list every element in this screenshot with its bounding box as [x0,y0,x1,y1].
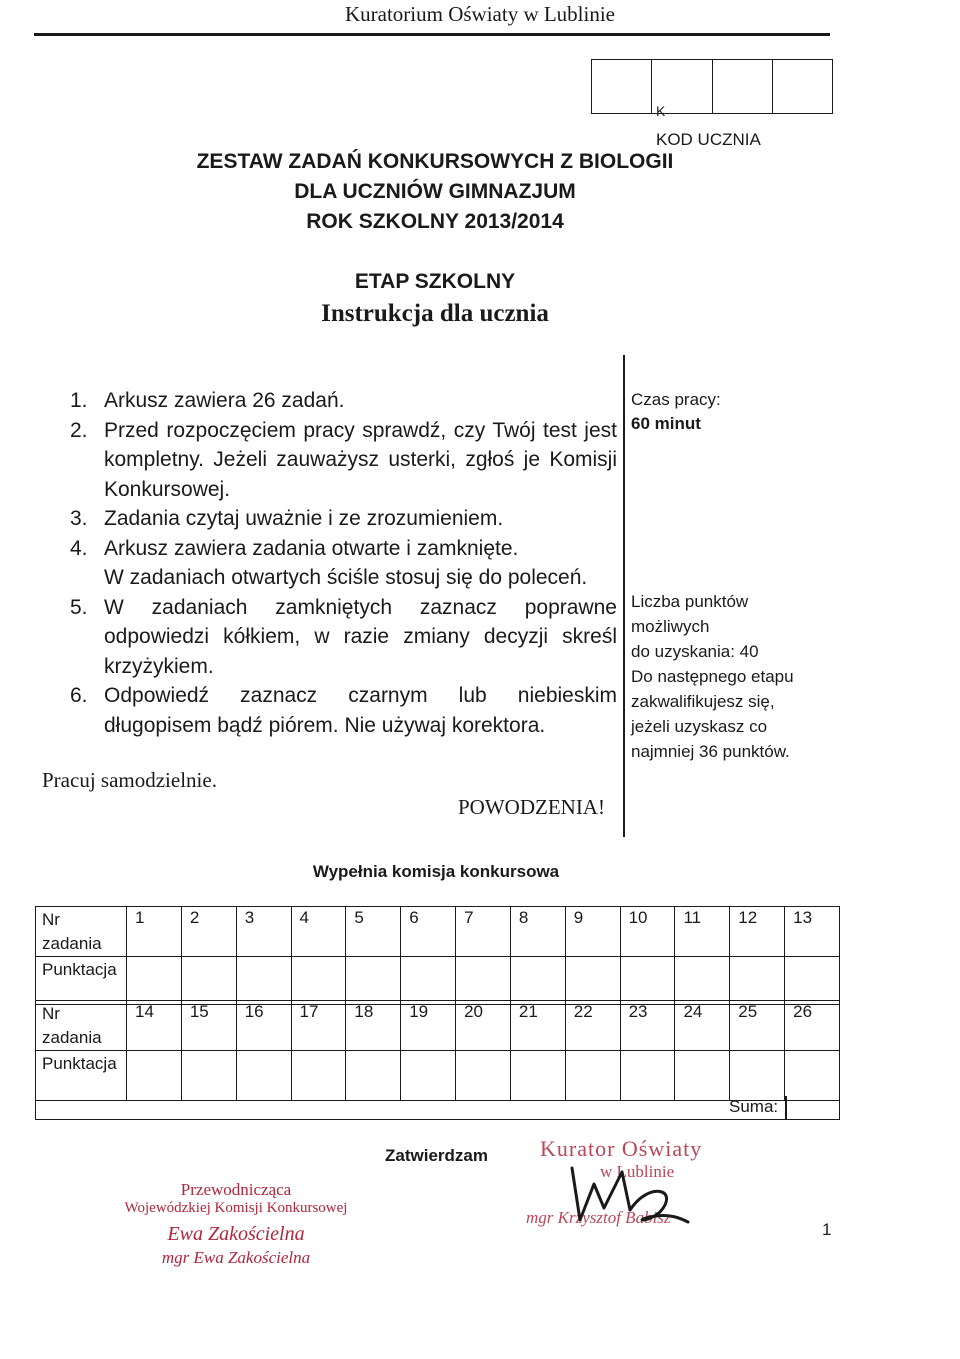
points-cell[interactable] [565,1051,620,1101]
task-number: 4 [291,907,346,957]
instruction-item: 1. Arkusz zawiera 26 zadań. [70,389,345,412]
points-cell[interactable] [181,957,236,1005]
stamp-title: Kurator Oświaty [540,1136,703,1161]
points-cell[interactable] [346,957,401,1005]
task-number-row [36,907,840,957]
handwritten-signature: Ewa Zakościelna [167,1223,305,1245]
points-cell[interactable] [456,1051,511,1101]
task-number: 26 [785,1001,840,1051]
points-cell[interactable] [291,1051,346,1101]
points-cell[interactable] [620,1051,675,1101]
task-number: 20 [456,1001,511,1051]
time-info [631,388,721,436]
points-cell[interactable] [510,1051,565,1101]
score-table-2 [35,1000,840,1101]
time-value: 60 minut [631,414,701,433]
task-number: 1 [127,907,182,957]
instruction-item: 6. Odpowiedź zaznacz czarnym lub niebieskim długopisem bądź piórem. Nie używaj korektora. [70,684,617,737]
student-code-boxes[interactable] [591,59,833,114]
good-luck-note: POWODZENIA! [458,795,605,819]
task-number: 19 [401,1001,456,1051]
code-mark: K [656,103,666,119]
page-number: 1 [822,1220,832,1239]
curator-signature-icon [560,1150,710,1230]
points-line: zakwalifikujesz się, [631,692,775,711]
points-line: jeżeli uzyskasz co [631,717,768,736]
stage-title: ETAP SZKOLNY [354,270,516,293]
points-cell[interactable] [730,1051,785,1101]
points-cell[interactable] [785,1051,840,1101]
task-number: 5 [346,907,401,957]
stamp-name: mgr Ewa Zakościelna [161,1248,311,1267]
code-box[interactable] [713,60,773,113]
instruction-item: W zadaniach otwartych ściśle stosuj się do poleceń. [104,566,588,589]
task-number: 13 [785,907,840,957]
student-code-label: KOD UCZNIA [656,130,761,149]
points-cell[interactable] [236,957,291,1005]
stamp-title: Przewodnicząca [180,1180,292,1199]
sum-row [35,1096,840,1120]
header-rule [34,33,830,36]
task-number: 22 [565,1001,620,1051]
title-line-1: ZESTAW ZADAŃ KONKURSOWYCH Z BIOLOGII [196,150,674,173]
points-cell[interactable] [565,957,620,1005]
stamp-committee: Wojewódzkiej Komisji Konkursowej [124,1200,348,1216]
task-number-row [36,1001,840,1051]
task-number: 17 [291,1001,346,1051]
points-cell[interactable] [620,957,675,1005]
stamp-location: w Lublinie [600,1162,675,1181]
instruction-item: 4. Arkusz zawiera zadania otwarte i zamknięte. [70,536,519,560]
task-number: 6 [401,907,456,957]
task-number: 10 [620,907,675,957]
task-number: 25 [730,1001,785,1051]
task-number: 18 [346,1001,401,1051]
points-cell[interactable] [730,957,785,1005]
points-cell[interactable] [127,1051,182,1101]
title-line-2: DLA UCZNIÓW GIMNAZJUM [294,180,576,203]
instruction-item: 3. Zadania czytaj uważnie i ze zrozumieniem. [70,507,504,530]
task-number-label: Nr zadania [36,907,127,957]
code-box[interactable] [592,60,652,113]
code-box[interactable] [773,60,832,113]
task-number: 24 [675,1001,730,1051]
task-number: 21 [510,1001,565,1051]
task-number: 7 [456,907,511,957]
task-number: 11 [675,907,730,957]
points-cell[interactable] [236,1051,291,1101]
task-number: 9 [565,907,620,957]
points-cell[interactable] [510,957,565,1005]
points-cell[interactable] [401,1051,456,1101]
points-line: do uzyskania: 40 [631,642,759,661]
stamp-name: mgr Krzysztof Babisz [526,1208,671,1227]
task-number: 14 [127,1001,182,1051]
sum-divider [785,1096,787,1120]
points-info [631,589,831,764]
points-label: Punktacja [36,957,127,1005]
institution-header: Kuratorium Oświaty w Lublinie [344,2,616,26]
approval-label: Zatwierdzam [385,1146,488,1165]
task-number: 15 [181,1001,236,1051]
points-row [36,957,840,1005]
points-cell[interactable] [401,957,456,1005]
points-line: Liczba punktów [631,592,749,611]
points-cell[interactable] [346,1051,401,1101]
points-line: możliwych [631,617,710,636]
instruction-item: 2. Przed rozpoczęciem pracy sprawdź, czy Twój test jest kompletny. Jeżeli zauważysz usterki, zgłoś je Komisji Konkursowej. [70,418,617,501]
points-cell[interactable] [456,957,511,1005]
instructions-list [62,386,617,740]
work-alone-note: Pracuj samodzielnie. [42,768,217,792]
points-cell[interactable] [291,957,346,1005]
points-label: Punktacja [36,1051,127,1101]
points-cell[interactable] [675,957,730,1005]
points-cell[interactable] [181,1051,236,1101]
time-label: Czas pracy: [631,390,721,409]
task-number: 2 [181,907,236,957]
column-divider [623,355,625,837]
task-number: 8 [510,907,565,957]
task-number: 16 [236,1001,291,1051]
committee-caption: Wypełnia komisja konkursowa [312,862,560,881]
points-line: najmniej 36 punktów. [631,742,790,761]
title-line-3: ROK SZKOLNY 2013/2014 [306,210,564,233]
task-number: 12 [730,907,785,957]
points-row [36,1051,840,1101]
task-number-label: Nr zadania [36,1001,127,1051]
chairperson-stamp [96,1180,376,1268]
points-cell[interactable] [127,957,182,1005]
score-table-1 [35,906,840,1005]
task-number: 23 [620,1001,675,1051]
instruction-item: 5. W zadaniach zamkniętych zaznacz poprawne odpowiedzi kółkiem, w razie zmiany decyzji skreśl krzyżykiem. [70,595,617,678]
task-number: 3 [236,907,291,957]
sum-label: Suma: [729,1097,779,1116]
points-cell[interactable] [785,957,840,1005]
points-line: Do następnego etapu [631,667,794,686]
points-cell[interactable] [675,1051,730,1101]
instructions-heading: Instrukcja dla ucznia [321,300,549,327]
